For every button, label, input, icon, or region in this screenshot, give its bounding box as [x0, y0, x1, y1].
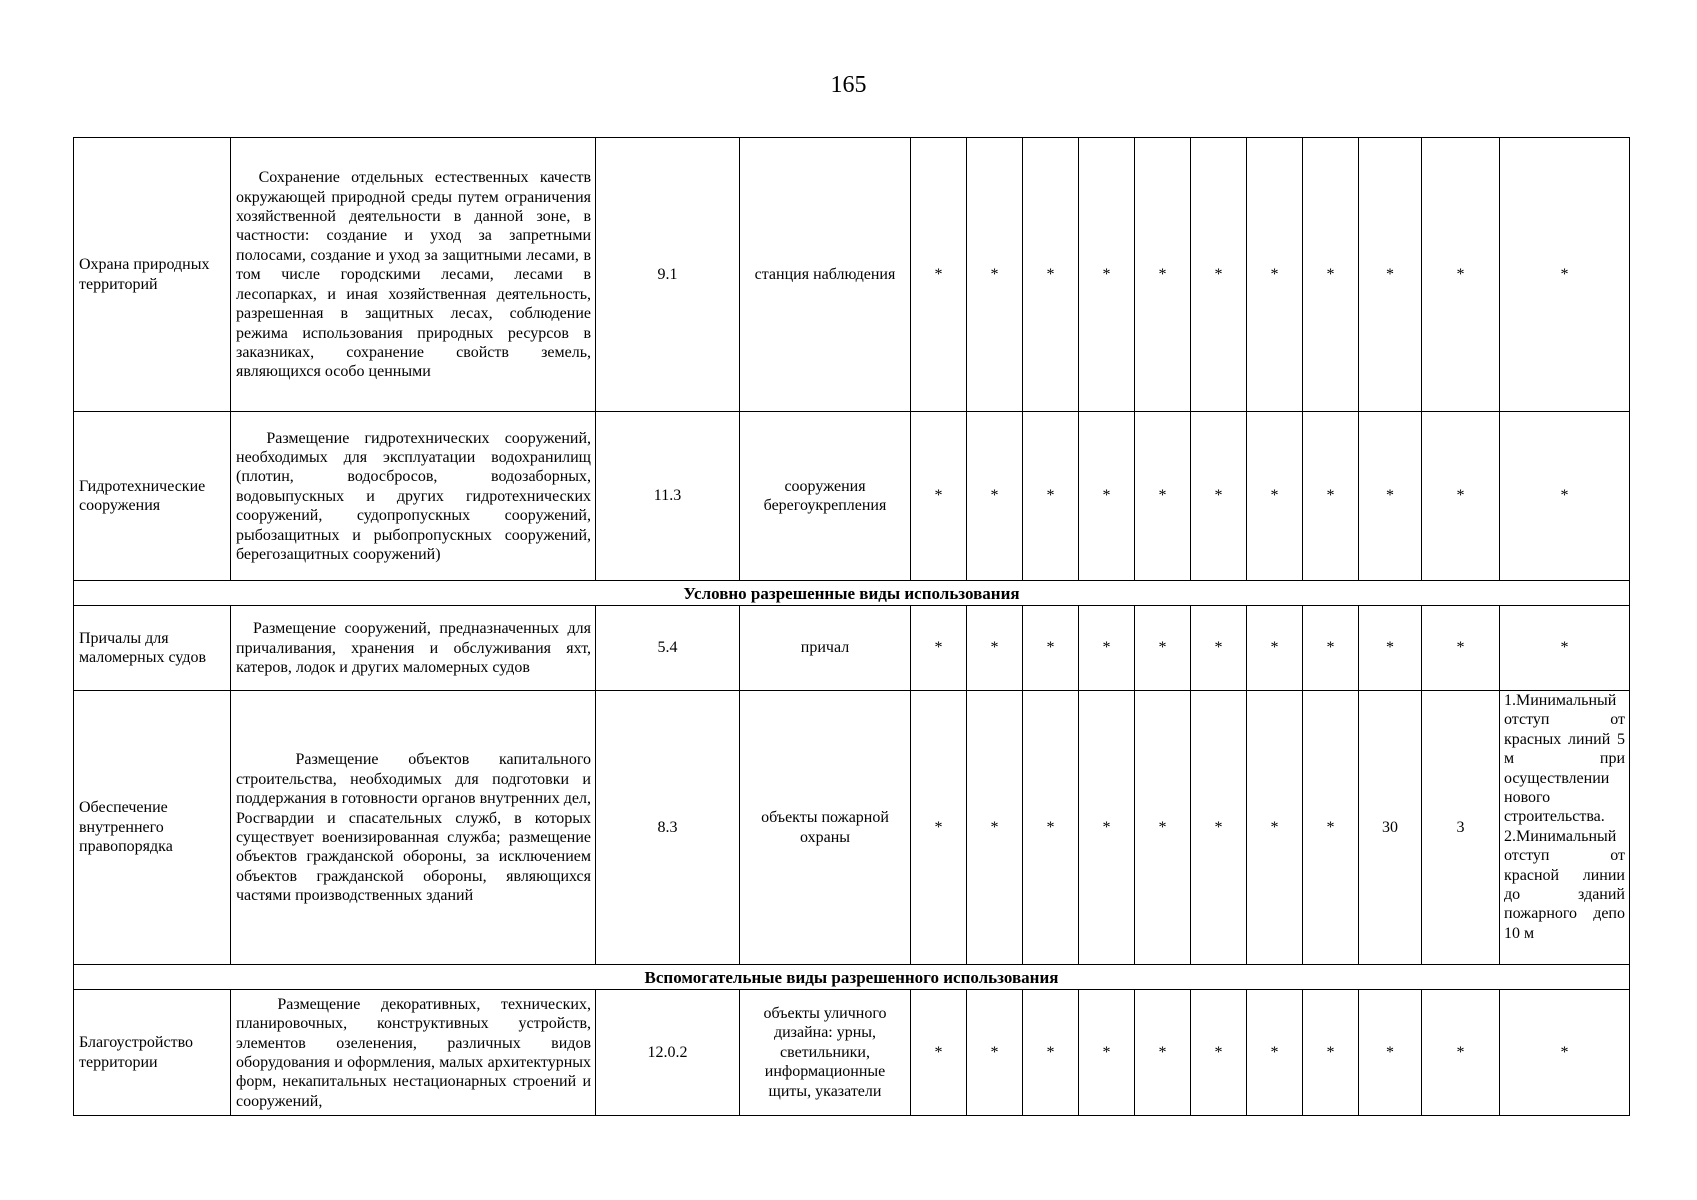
note-cell: *: [1500, 412, 1630, 581]
parameter-cell: *: [1135, 691, 1191, 965]
parameter-cell: *: [967, 990, 1023, 1116]
parameter-cell: *: [967, 691, 1023, 965]
parameter-cell: *: [1079, 412, 1135, 581]
object-type-cell: объекты уличного дизайна: урны, светильники, информационные щиты, указатели: [740, 990, 911, 1116]
table-row: [74, 606, 1630, 691]
parameter-cell: *: [1303, 691, 1359, 965]
note-cell: *: [1500, 606, 1630, 691]
parameter-cell: *: [1359, 990, 1422, 1116]
section-title: Вспомогательные виды разрешенного использования: [74, 965, 1630, 990]
parameter-cell: *: [1247, 990, 1303, 1116]
parameter-cell: *: [1422, 412, 1500, 581]
parameter-cell: *: [1191, 691, 1247, 965]
parameter-cell: *: [1422, 138, 1500, 412]
use-name-cell: Причалы для маломерных судов: [74, 606, 231, 691]
parameter-cell: *: [1023, 606, 1079, 691]
parameter-cell: *: [1191, 138, 1247, 412]
use-code-cell: 9.1: [596, 138, 740, 412]
object-type-cell: объекты пожарной охраны: [740, 691, 911, 965]
parameter-cell: *: [1135, 606, 1191, 691]
parameter-cell: *: [1247, 691, 1303, 965]
use-description-cell: Размещение декоративных, технических, планировочных, конструктивных устройств, элементов озеленения, различных видов оборудования и оформления, малых архитектурных форм, некапитальных нестационарных строений и сооружений,: [231, 990, 596, 1116]
parameter-cell: 3: [1422, 691, 1500, 965]
object-type-cell: причал: [740, 606, 911, 691]
object-type-cell: станция наблюдения: [740, 138, 911, 412]
parameter-cell: *: [1023, 691, 1079, 965]
parameter-cell: *: [1191, 990, 1247, 1116]
parameter-cell: *: [1079, 606, 1135, 691]
use-name-cell: Гидротехнические сооружения: [74, 412, 231, 581]
parameter-cell: *: [1303, 138, 1359, 412]
parameter-cell: *: [911, 412, 967, 581]
parameter-cell: *: [1422, 990, 1500, 1116]
table-row: [74, 691, 1630, 965]
parameter-cell: *: [1303, 606, 1359, 691]
parameter-cell: *: [911, 691, 967, 965]
note-cell: *: [1500, 990, 1630, 1116]
parameter-cell: *: [1023, 138, 1079, 412]
parameter-cell: *: [911, 138, 967, 412]
use-code-cell: 11.3: [596, 412, 740, 581]
table-row: [74, 990, 1630, 1116]
use-name-cell: Обеспечение внутреннего правопорядка: [74, 691, 231, 965]
parameter-cell: *: [1135, 138, 1191, 412]
parameter-cell: *: [1303, 412, 1359, 581]
use-code-cell: 12.0.2: [596, 990, 740, 1116]
section-header-row: [74, 965, 1630, 990]
parameter-cell: *: [911, 990, 967, 1116]
note-cell: *: [1500, 138, 1630, 412]
table-row: [74, 412, 1630, 581]
parameter-cell: *: [1247, 138, 1303, 412]
parameter-cell: *: [1135, 412, 1191, 581]
use-description-cell: Размещение объектов капитального строительства, необходимых для подготовки и поддержания в готовности органов внутренних дел, Росгвардии и спасательных служб, в которых существует военизированная служба; размещение объектов гражданской обороны, за исключением объектов гражданской обороны, являющихся частями производственных зданий: [231, 691, 596, 965]
parameter-cell: *: [967, 138, 1023, 412]
use-name-cell: Охрана природных территорий: [74, 138, 231, 412]
parameter-cell: *: [967, 412, 1023, 581]
parameter-cell: 30: [1359, 691, 1422, 965]
parameter-cell: *: [967, 606, 1023, 691]
parameter-cell: *: [1247, 412, 1303, 581]
parameter-cell: *: [1359, 412, 1422, 581]
use-code-cell: 8.3: [596, 691, 740, 965]
parameter-cell: *: [1359, 138, 1422, 412]
parameter-cell: *: [1079, 691, 1135, 965]
zoning-table: [73, 137, 1630, 1116]
use-description-cell: Размещение гидротехнических сооружений, необходимых для эксплуатации водохранилищ (плотин, водосбросов, водозаборных, водовыпускных и других гидротехнических сооружений, судопропускных сооружений, рыбозащитных и рыбопропускных сооружений, берегозащитных сооружений): [231, 412, 596, 581]
parameter-cell: *: [911, 606, 967, 691]
parameter-cell: *: [1359, 606, 1422, 691]
parameter-cell: *: [1079, 990, 1135, 1116]
parameter-cell: *: [1422, 606, 1500, 691]
parameter-cell: *: [1023, 412, 1079, 581]
use-name-cell: Благоустройство территории: [74, 990, 231, 1116]
use-description-cell: Размещение сооружений, предназначенных для причаливания, хранения и обслуживания яхт, катеров, лодок и других маломерных судов: [231, 606, 596, 691]
note-cell: 1.Минимальный отступ от красных линий 5 м при осуществлении нового строительства. 2.Минимальный отступ от красной линии до зданий пожарного депо 10 м: [1500, 691, 1630, 965]
parameter-cell: *: [1191, 606, 1247, 691]
parameter-cell: *: [1247, 606, 1303, 691]
use-description-cell: Сохранение отдельных естественных качеств окружающей природной среды путем ограничения хозяйственной деятельности в данной зоне, в частности: создание и уход за запретными полосами, создание и уход за защитными лесами, в том числе городскими лесами, лесами в лесопарках, и иная хозяйственная деятельность, разрешенная в защитных лесах, соблюдение режима использования природных ресурсов в заказниках, сохранение свойств земель, являющихся особо ценными: [231, 138, 596, 412]
page-number: 165: [830, 72, 867, 98]
parameter-cell: *: [1191, 412, 1247, 581]
parameter-cell: *: [1023, 990, 1079, 1116]
table-row: [74, 138, 1630, 412]
table-body: [74, 138, 1630, 1116]
object-type-cell: сооружения берегоукрепления: [740, 412, 911, 581]
use-code-cell: 5.4: [596, 606, 740, 691]
parameter-cell: *: [1135, 990, 1191, 1116]
section-header-row: [74, 581, 1630, 606]
section-title: Условно разрешенные виды использования: [74, 581, 1630, 606]
parameter-cell: *: [1303, 990, 1359, 1116]
parameter-cell: *: [1079, 138, 1135, 412]
